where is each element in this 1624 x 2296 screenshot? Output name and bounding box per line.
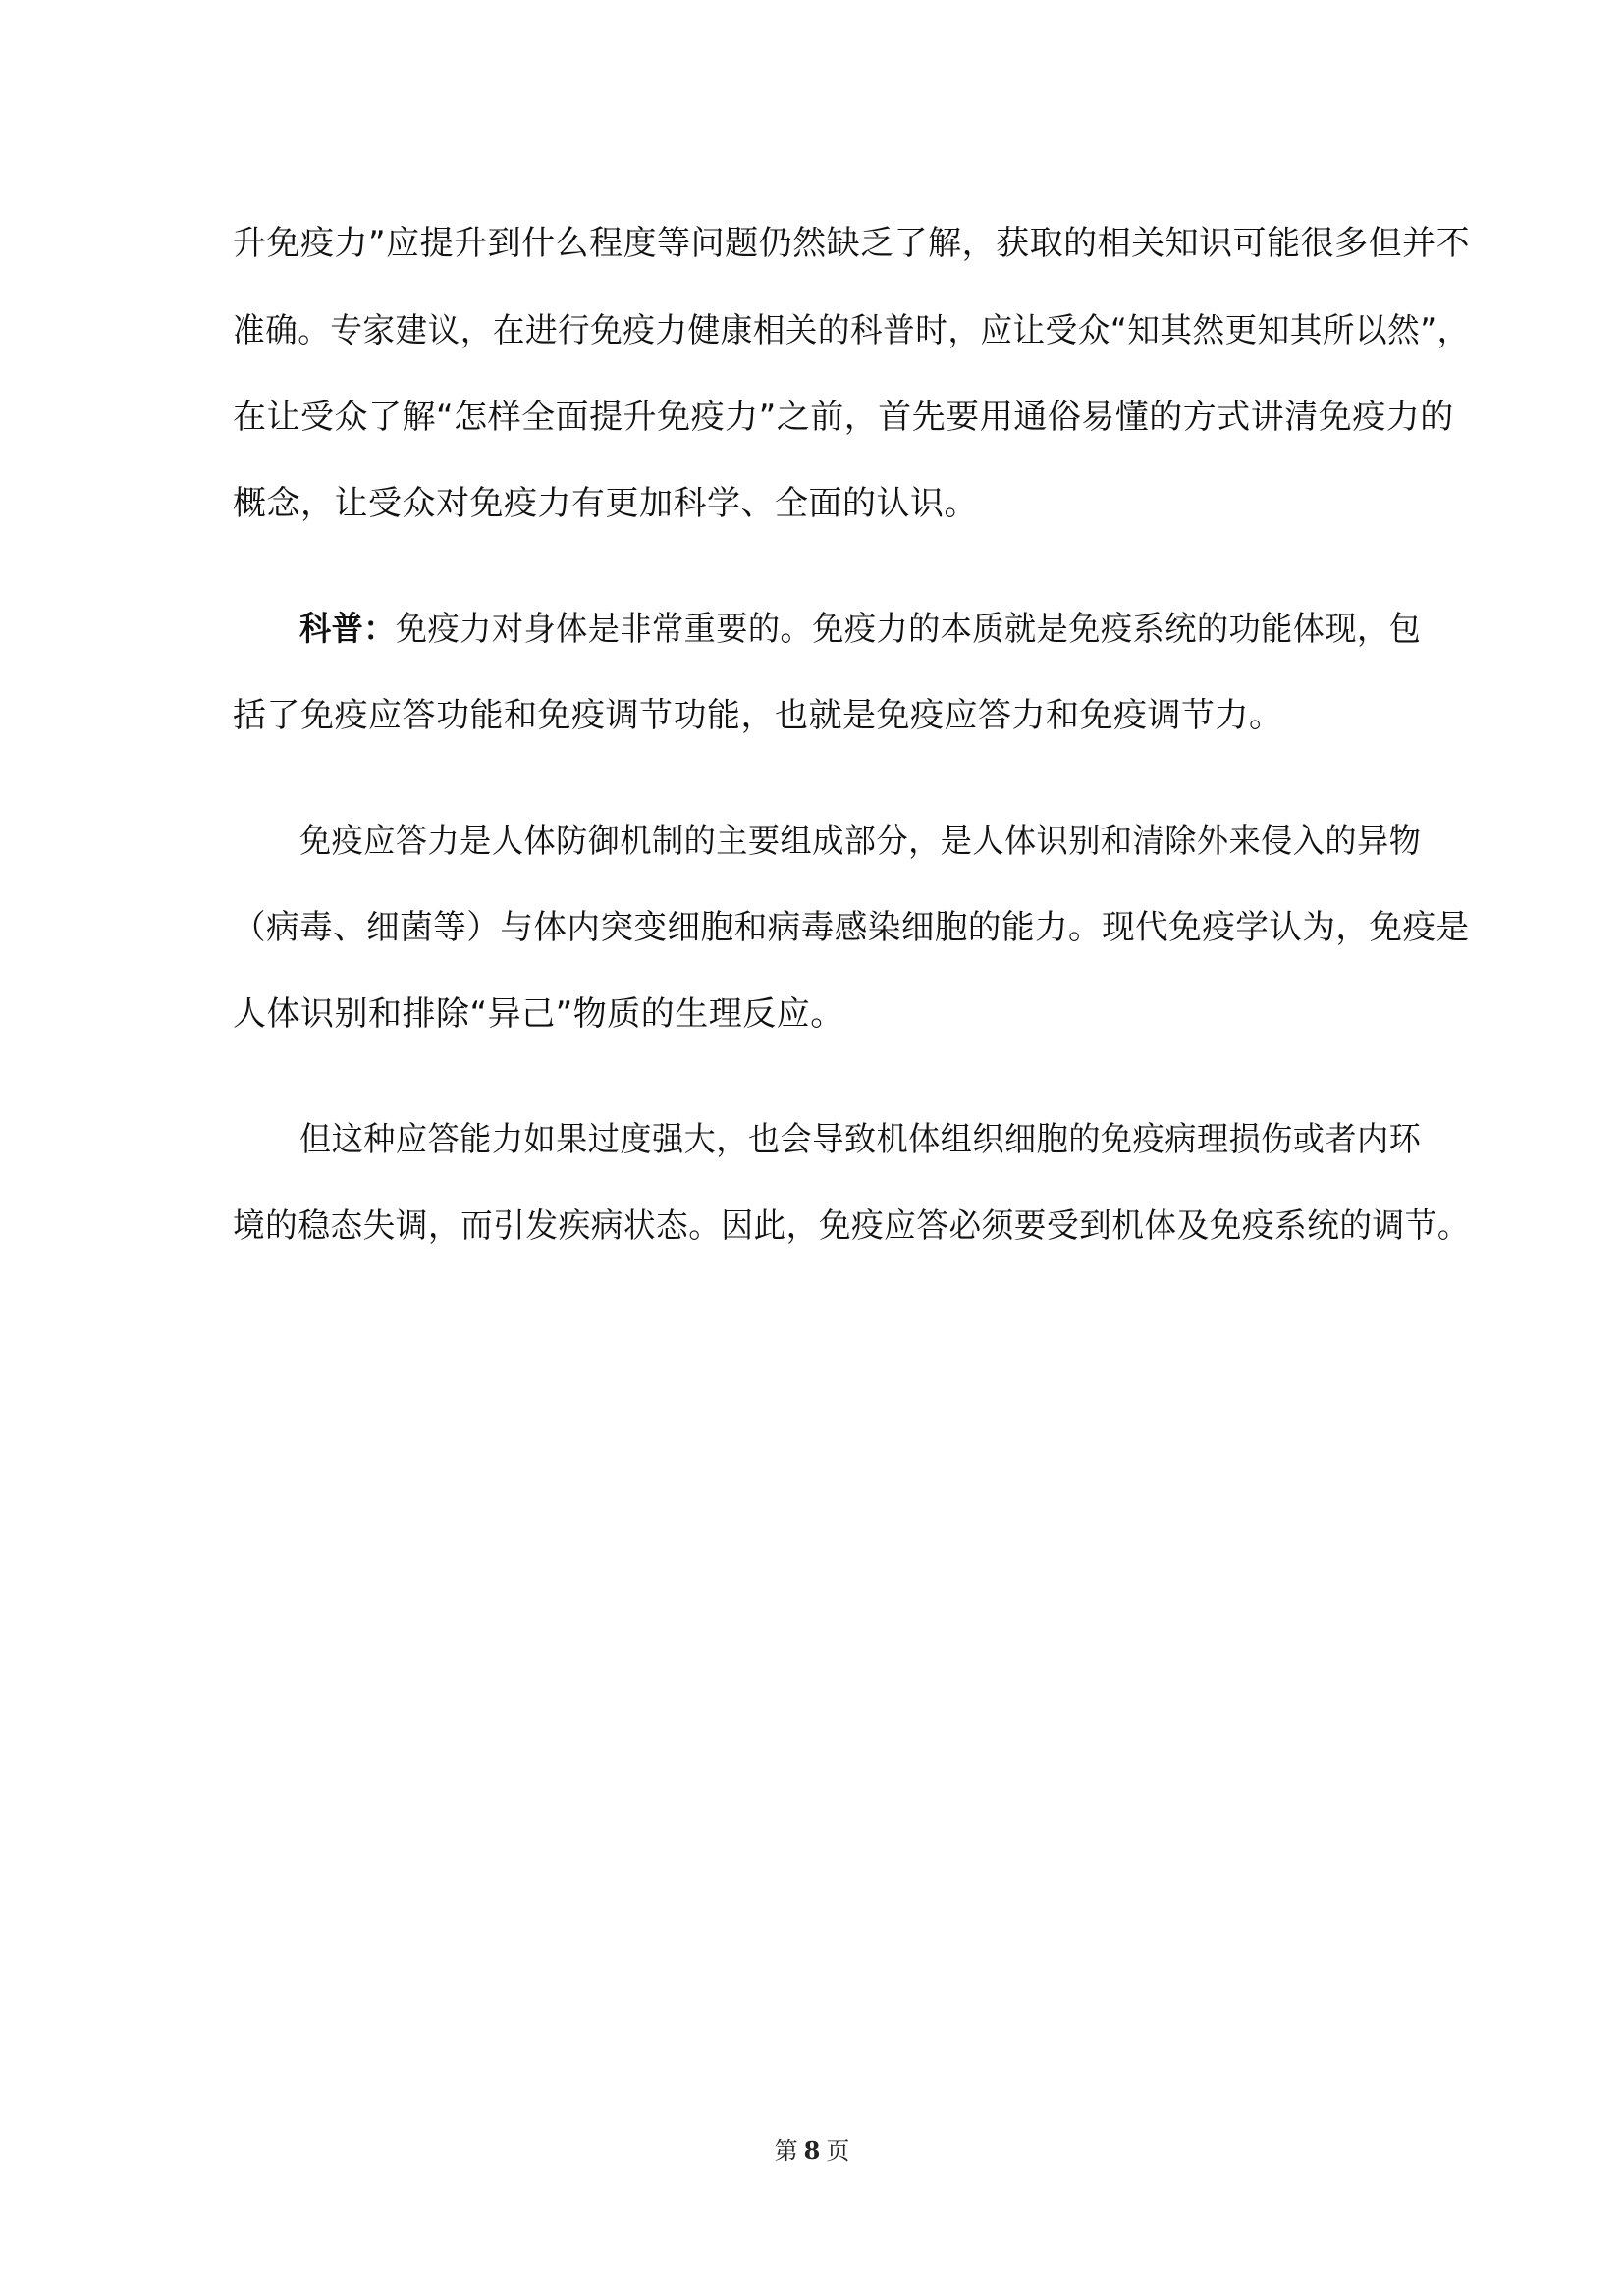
footer-suffix: 页 — [826, 2137, 850, 2164]
footer-prefix: 第 — [774, 2137, 798, 2164]
paragraph-4-line-2: 境的稳态失调，而引发疾病状态。因此，免疫应答必须要受到机体及免疫系统的调节。 — [233, 1206, 1471, 1246]
paragraph-1-line-4: 概念，让受众对免疫力有更加科学、全面的认识。 — [233, 484, 978, 523]
paragraph-1-line-2: 准确。专家建议，在进行免疫力健康相关的科普时，应让受众“知其然更知其所以然”， — [233, 311, 1470, 350]
page-footer — [0, 2136, 1624, 2165]
paragraph-4-line-1: 但这种应答能力如果过度强大，也会导致机体组织细胞的免疫病理损伤或者内环 — [299, 1120, 1422, 1159]
paragraph-1-line-1: 升免疫力”应提升到什么程度等问题仍然缺乏了解，获取的相关知识可能很多但并不 — [233, 224, 1471, 263]
paragraph-3-line-2: （病毒、细菌等）与体内突变细胞和病毒感染细胞的能力。现代免疫学认为，免疫是 — [233, 908, 1470, 947]
paragraph-2-line-2: 括了免疫应答功能和免疫调节功能，也就是免疫应答力和免疫调节力。 — [233, 696, 1283, 735]
paragraph-3-line-3: 人体识别和排除“异己”物质的生理反应。 — [233, 994, 844, 1034]
paragraph-2-line-1-text: 免疫力对身体是非常重要的。免疫力的本质就是免疫系统的功能体现，包 — [395, 610, 1422, 649]
page-number: 8 — [803, 2136, 821, 2164]
paragraph-1-line-3: 在让受众了解“怎样全面提升免疫力”之前，首先要用通俗易懂的方式讲清免疫力的 — [233, 398, 1454, 437]
kepu-label: 科普： — [299, 610, 396, 649]
paragraph-2-line-1 — [299, 608, 1470, 651]
paragraph-3-line-1: 免疫应答力是人体防御机制的主要组成部分，是人体识别和清除外来侵入的异物 — [299, 822, 1422, 861]
